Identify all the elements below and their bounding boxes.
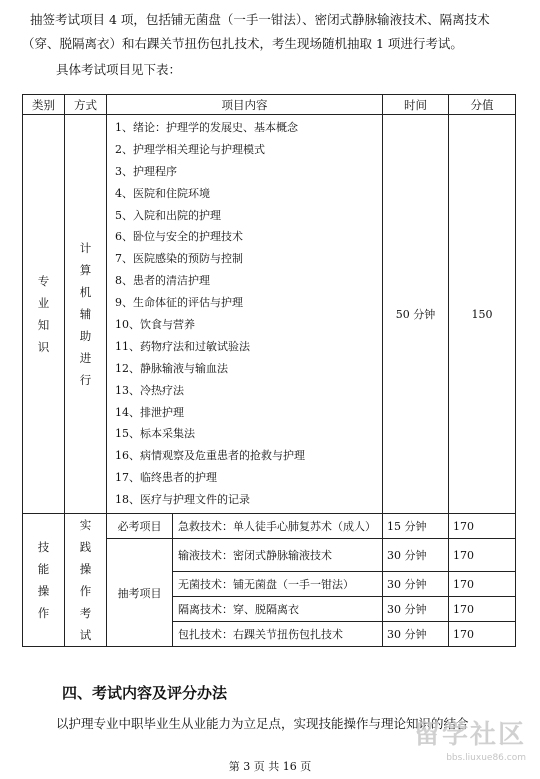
skill-name: 隔离技术：穿、脱隔离衣 [173,597,383,622]
professional-row [23,115,516,514]
list-item: 3、护理程序 [115,164,177,178]
skill-row-required [23,514,516,539]
list-item: 11、药物疗法和过敏试验法 [115,339,250,353]
skill-name: 输液技术：密闭式静脉输液技术 [173,539,383,572]
skill-name: 急救技术：单人徒手心肺复苏术（成人） [173,514,383,539]
skill-score: 170 [449,539,516,572]
skill-time: 30 分钟 [383,597,449,622]
skills-method: 实 践 操 作 考 试 [79,518,92,643]
skills-method-cell [65,514,107,647]
skill-time: 30 分钟 [383,622,449,647]
professional-method: 计 算 机 辅 助 进 行 [79,241,92,388]
page-footer: 第 3 页 共 16 页 [228,760,312,773]
skill-name: 包扎技术：右踝关节扭伤包扎技术 [173,622,383,647]
skills-category: 技 能 操 作 [37,540,50,621]
list-item: 16、病情观察及危重患者的抢救与护理 [115,449,305,463]
header-category: 类别 [23,95,65,115]
professional-score: 150 [449,115,516,514]
table-header-row [23,95,516,115]
list-item: 17、临终患者的护理 [115,471,217,485]
list-item: 8、患者的清洁护理 [115,274,210,288]
professional-items [107,115,383,514]
list-item: 7、医院感染的预防与控制 [115,252,243,266]
header-method: 方式 [65,95,107,115]
optional-label: 抽考项目 [107,539,173,647]
list-item: 14、排泄护理 [115,405,184,419]
skill-score: 170 [449,514,516,539]
professional-category: 专 业 知 识 [37,274,50,355]
skill-score: 170 [449,622,516,647]
watermark-url: bbs.liuxue86.com [446,753,526,763]
skill-name: 无菌技术：铺无菌盘（一手一钳法） [173,572,383,597]
section-paragraph: 以护理专业中职毕业生从业能力为立足点，实现技能操作与理论知识的结合 [56,716,469,731]
header-time: 时间 [383,95,449,115]
section-heading: 四、考试内容及评分办法 [62,684,228,702]
list-item: 2、护理学相关理论与护理模式 [115,142,265,156]
table-intro: 具体考试项目见下表： [56,62,182,77]
list-item: 12、静脉输液与输血法 [115,361,228,375]
list-item: 15、标本采集法 [115,427,195,441]
exam-table [22,94,516,647]
professional-method-cell [65,115,107,514]
header-content: 项目内容 [107,95,383,115]
list-item: 18、医疗与护理文件的记录 [115,493,250,507]
skill-time: 30 分钟 [383,539,449,572]
skills-category-cell [23,514,65,647]
skill-time: 30 分钟 [383,572,449,597]
professional-category-cell [23,115,65,514]
header-score: 分值 [449,95,516,115]
skill-score: 170 [449,597,516,622]
watermark-text: 留学社区 [413,720,526,750]
list-item: 13、冷热疗法 [115,383,184,397]
list-item: 9、生命体征的评估与护理 [115,296,243,310]
list-item: 5、入院和出院的护理 [115,208,221,222]
skill-time: 15 分钟 [383,514,449,539]
professional-time: 50 分钟 [383,115,449,514]
list-item: 6、卧位与安全的护理技术 [115,230,243,244]
skill-score: 170 [449,572,516,597]
list-item: 10、饮食与营养 [115,318,195,332]
intro-paragraph: 抽签考试项目 4 项，包括铺无菌盘（一手一钳法）、密闭式静脉输液技术、隔离技术（穿、脱隔离衣）和右踝关节扭伤包扎技术，考生现场随机抽取 1 项进行考试。 [22,12,490,51]
required-label: 必考项目 [107,514,173,539]
list-item: 1、绪论：护理学的发展史、基本概念 [115,121,298,134]
list-item: 4、医院和住院环境 [115,186,210,200]
